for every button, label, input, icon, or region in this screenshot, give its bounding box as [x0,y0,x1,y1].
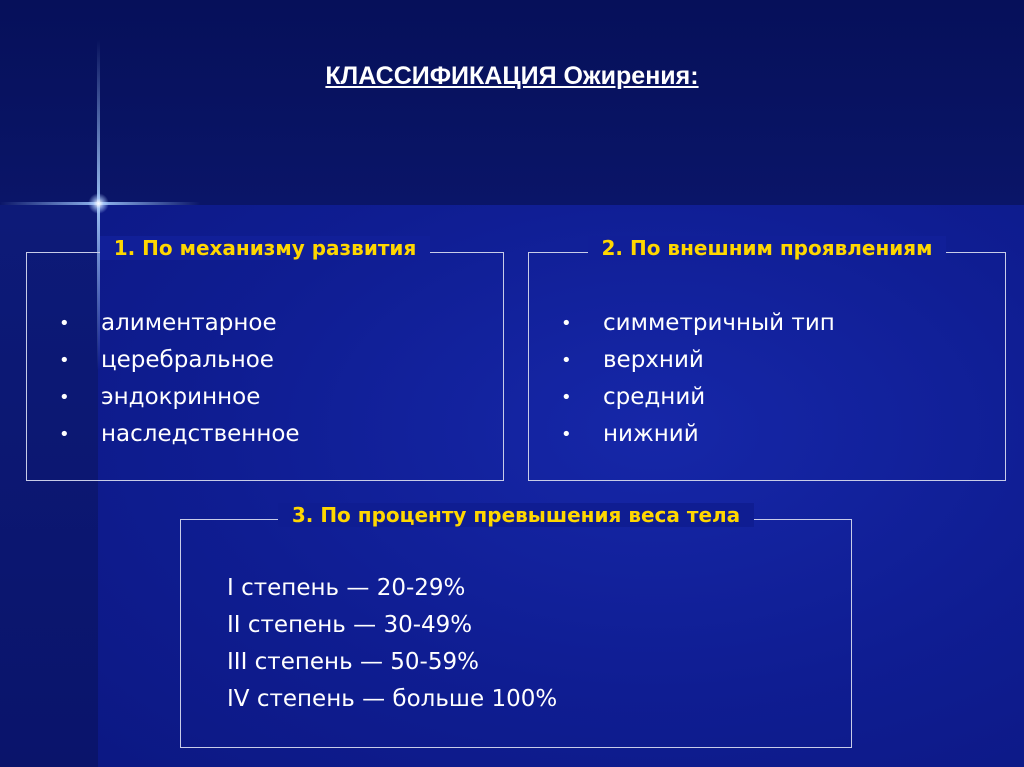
slide-title: КЛАССИФИКАЦИЯ Ожирения: [325,62,699,90]
section-heading: 2. По внешним проявлениям [588,236,947,260]
list-item: • нижний [561,416,835,453]
background-top [0,0,1024,205]
list-item: • церебральное [59,342,300,379]
list-item: • верхний [561,342,835,379]
section-heading: 3. По проценту превышения веса тела [278,503,754,527]
list-item: • наследственное [59,416,300,453]
section-mechanism [26,236,504,481]
list-item: I степень — 20-29% [227,575,466,601]
list-item: III степень — 50-59% [227,649,479,675]
section-heading: 1. По механизму развития [100,236,431,260]
list-item: • средний [561,379,835,416]
item-list [561,305,835,453]
item-list [59,305,300,453]
list-item: II степень — 30-49% [227,612,473,638]
degree-list [227,570,557,718]
light-flare-core [88,193,109,214]
list-item: • алиментарное [59,305,300,342]
list-item: • симметричный тип [561,305,835,342]
list-item: • эндокринное [59,379,300,416]
section-weight-excess [180,503,852,748]
section-appearance [528,236,1006,481]
list-item: IV степень — больше 100% [227,686,558,712]
